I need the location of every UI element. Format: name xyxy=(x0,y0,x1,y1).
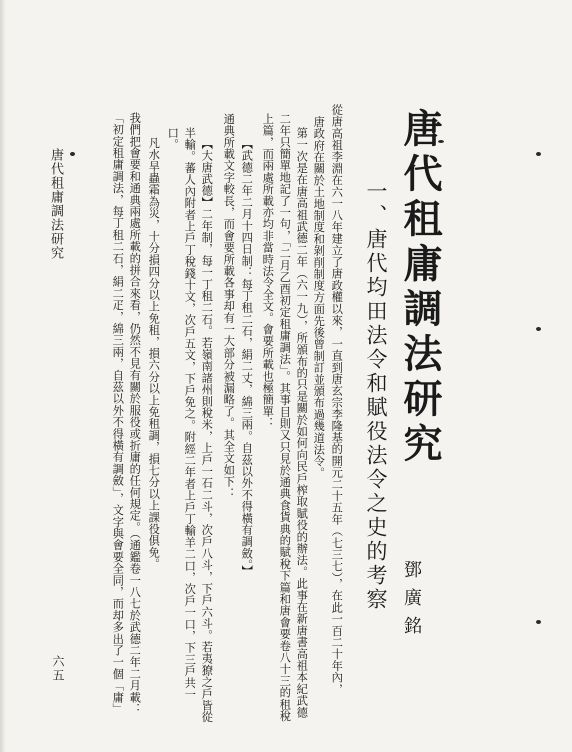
author-name: 鄧廣銘 xyxy=(401,560,422,644)
article-title: 唐代租庸調法研究 xyxy=(397,108,443,468)
body-column: 口。 xyxy=(166,127,180,151)
scan-mark xyxy=(536,620,541,624)
body-column: 半輸。蕃人內附者上戶丁稅錢十文，次戶五文，下戶免之。附經二年者上戶丁輸羊二口，次戶一口，下三戶共一 xyxy=(183,127,197,701)
page-spine-shadow xyxy=(0,0,6,752)
body-column: 我們把會要和通典兩處所載的拼合來看，仍然不見有關於服役或折庸的任何規定。（通鑑卷一八七於武德二年二月載： xyxy=(128,112,142,715)
body-column: 第一次是在唐高祖武德二年（六一九），所頒布的只是關於如何向民戶榨取賦役的辦法。此事在新唐書高祖本紀武德 xyxy=(295,127,309,719)
body-column: 通典所載文字較長，而會要所載各事却有一大部分被漏略了。其全文如下： xyxy=(222,113,236,500)
page-number: 六五 xyxy=(51,655,65,683)
body-column: 上篇，而兩處所載亦均非當時法令全文。會要所載也極簡單： xyxy=(261,113,275,429)
scan-mark xyxy=(536,327,541,331)
section-heading: 一、唐代均田法令和賦役法令之史的考察 xyxy=(364,180,388,612)
scan-mark xyxy=(70,152,75,156)
body-column: 【大唐武德】二年制，每一丁租二石。若嶺南諸州則稅米，上戶一石二斗，次戶八斗，下戶六斗。若夷獠之戶皆從 xyxy=(200,138,214,723)
scan-mark xyxy=(536,152,541,156)
body-column: 【武德二年二月十四日制：每丁租二石，絹二丈，綿三兩。自茲以外不得橫有調斂。】 xyxy=(240,138,254,577)
body-column: 「初定租庸調法，每丁租二石，絹二疋，綿三兩，自茲以外不得橫有調斂」，文字與會要全同，而却多出了一個「庸」 xyxy=(111,112,125,715)
body-column: 從唐高祖李淵在六一八年建立了唐政權以來，一直到唐玄宗李隆基的開元二十五年（七三七），在此一百二十年內， xyxy=(330,104,344,696)
running-header: 唐代租庸調法研究 xyxy=(48,148,63,260)
body-column: 凡水旱蟲霜為災，十分損四分以上免租，損六分以上免租調，損七分以上課役俱免。 xyxy=(147,137,161,570)
body-column: 二年只簡單地記了一句，「二月乙酉初定租庸調法」。其事目則又只見於通典食貨典的賦稅下篇和唐會要卷八十三的租稅 xyxy=(278,113,292,722)
body-column: 唐政府在關於土地制度和剝削制度方面先後曾制訂並頒布過幾道法令。 xyxy=(312,116,326,479)
